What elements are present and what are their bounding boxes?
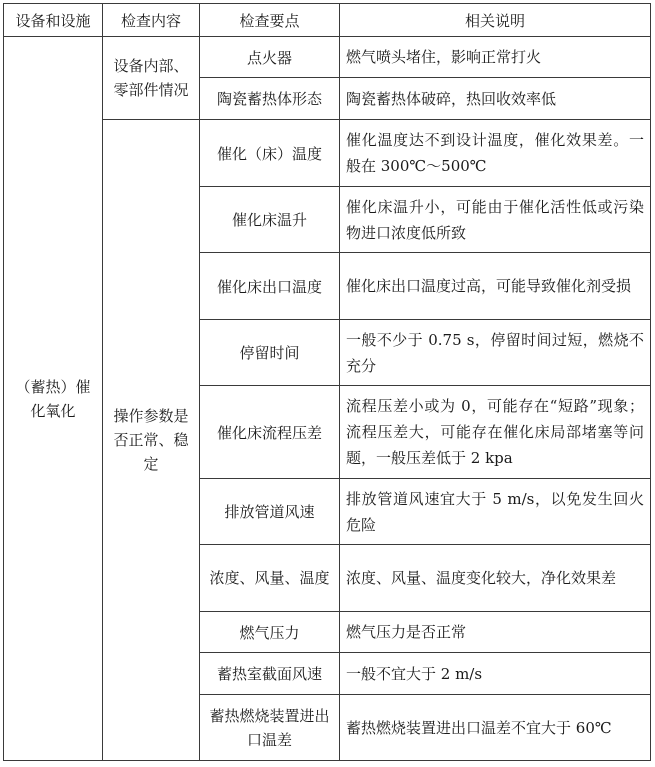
content-cell: 操作参数是否正常、稳定 — [103, 120, 200, 761]
note-cell: 燃气压力是否正常 — [340, 612, 651, 653]
inspection-table — [3, 3, 651, 761]
note-cell: 催化温度达不到设计温度，催化效果差。一般在 300℃～500℃ — [340, 120, 651, 187]
note-cell: 催化床出口温度过高，可能导致催化剂受损 — [340, 253, 651, 320]
note-cell: 蓄热燃烧装置进出口温差不宜大于 60℃ — [340, 695, 651, 761]
header-device: 设备和设施 — [4, 4, 103, 37]
note-cell: 催化床温升小，可能由于催化活性低或污染物进口浓度低所致 — [340, 187, 651, 253]
note-cell: 排放管道风速宜大于 5 m/s，以免发生回火危险 — [340, 479, 651, 545]
device-cell: （蓄热）催化氧化 — [4, 37, 103, 761]
content-cell: 设备内部、零部件情况 — [103, 37, 200, 120]
point-cell: 催化（床）温度 — [200, 120, 340, 187]
point-cell: 催化床温升 — [200, 187, 340, 253]
header-point: 检查要点 — [200, 4, 340, 37]
table-row — [4, 37, 651, 78]
point-cell: 停留时间 — [200, 320, 340, 386]
note-cell: 陶瓷蓄热体破碎，热回收效率低 — [340, 78, 651, 120]
header-note: 相关说明 — [340, 4, 651, 37]
point-cell: 蓄热燃烧装置进出口温差 — [200, 695, 340, 761]
note-cell: 一般不宜大于 2 m/s — [340, 653, 651, 695]
note-cell: 浓度、风量、温度变化较大，净化效果差 — [340, 545, 651, 612]
header-content: 检查内容 — [103, 4, 200, 37]
point-cell: 点火器 — [200, 37, 340, 78]
note-cell: 燃气喷头堵住，影响正常打火 — [340, 37, 651, 78]
point-cell: 蓄热室截面风速 — [200, 653, 340, 695]
point-cell: 陶瓷蓄热体形态 — [200, 78, 340, 120]
point-cell: 浓度、风量、温度 — [200, 545, 340, 612]
note-cell: 流程压差小或为 0，可能存在“短路”现象；流程压差大，可能存在催化床局部堵塞等问题，一般压差低于 2 kpa — [340, 386, 651, 479]
note-cell: 一般不少于 0.75 s，停留时间过短，燃烧不充分 — [340, 320, 651, 386]
point-cell: 催化床出口温度 — [200, 253, 340, 320]
point-cell: 燃气压力 — [200, 612, 340, 653]
point-cell: 催化床流程压差 — [200, 386, 340, 479]
table-header-row — [4, 4, 651, 37]
point-cell: 排放管道风速 — [200, 479, 340, 545]
